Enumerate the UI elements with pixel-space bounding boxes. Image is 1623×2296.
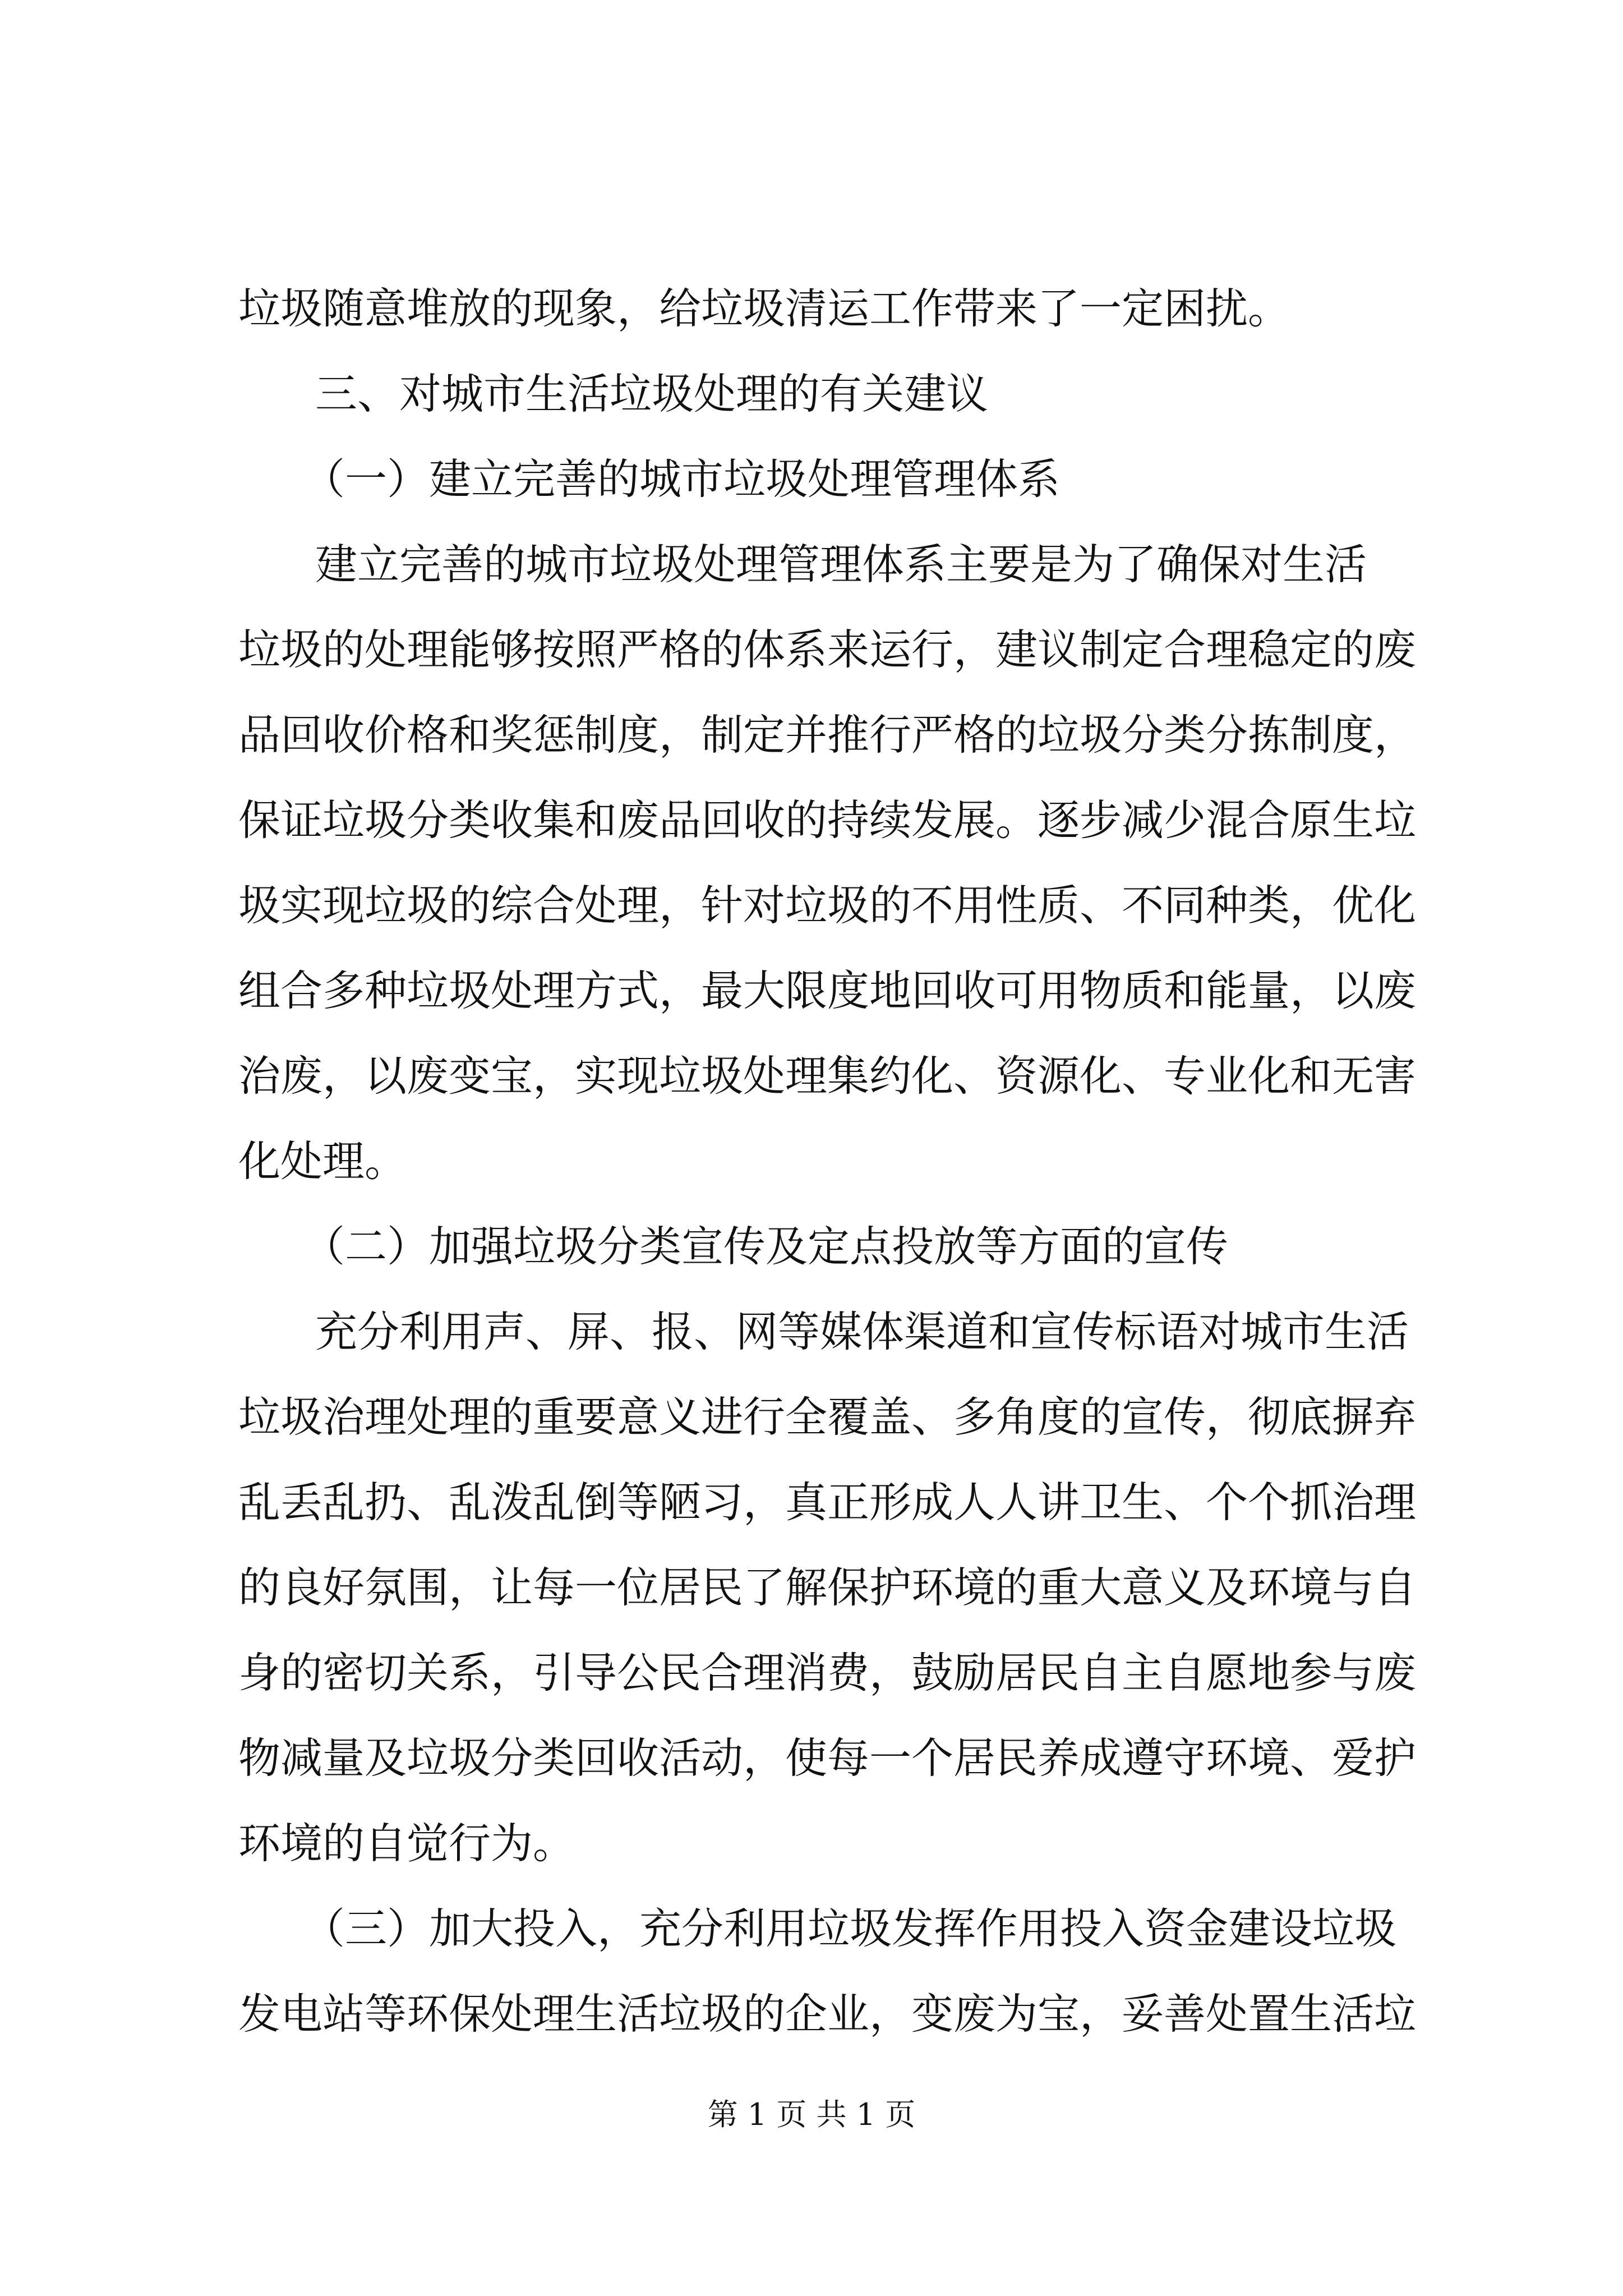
text-line: 身的密切关系，引导公民合理消费，鼓励居民自主自愿地参与废 <box>238 1648 1417 1697</box>
subsection-heading: （一）建立完善的城市垃圾处理管理体系 <box>303 454 1061 504</box>
text-line: 化处理。 <box>238 1137 407 1186</box>
text-line: 保证垃圾分类收集和废品回收的持续发展。逐步减少混合原生垃 <box>238 795 1417 845</box>
text-line: 的良好氛围，让每一位居民了解保护环境的重大意义及环境与自 <box>238 1563 1417 1612</box>
page-footer: 第 1 页 共 1 页 <box>707 2097 916 2132</box>
text-line: 乱丢乱扔、乱泼乱倒等陋习，真正形成人人讲卫生、个个抓治理 <box>238 1478 1417 1527</box>
text-line: 治废，以废变宝，实现垃圾处理集约化、资源化、专业化和无害 <box>238 1051 1417 1101</box>
text-line: 垃圾治理处理的重要意义进行全覆盖、多角度的宣传，彻底摒弃 <box>238 1392 1417 1442</box>
text-line: 发电站等环保处理生活垃圾的企业，变废为宝，妥善处置生活垃 <box>238 1989 1417 2039</box>
text-line: 组合多种垃圾处理方式，最大限度地回收可用物质和能量，以废 <box>238 966 1417 1015</box>
text-line: 品回收价格和奖惩制度，制定并推行严格的垃圾分类分拣制度， <box>238 710 1417 760</box>
text-line: 物减量及垃圾分类回收活动，使每一个居民养成遵守环境、爱护 <box>238 1733 1417 1783</box>
text-line: 垃圾的处理能够按照严格的体系来运行，建议制定合理稳定的废 <box>238 625 1417 674</box>
section-heading: 三、对城市生活垃圾处理的有关建议 <box>315 369 989 418</box>
text-line: 环境的自觉行为。 <box>238 1819 575 1868</box>
subsection-heading: （二）加强垃圾分类宣传及定点投放等方面的宣传 <box>303 1222 1229 1271</box>
text-line: 垃圾随意堆放的现象，给垃圾清运工作带来了一定困扰。 <box>238 284 1290 333</box>
text-line: 圾实现垃圾的综合处理，针对垃圾的不用性质、不同种类，优化 <box>238 881 1417 930</box>
text-line: 充分利用声、屏、报、网等媒体渠道和宣传标语对城市生活 <box>315 1307 1409 1356</box>
subsection-heading: （三）加大投入，充分利用垃圾发挥作用投入资金建设垃圾 <box>303 1904 1397 1953</box>
text-line: 建立完善的城市垃圾处理管理体系主要是为了确保对生活 <box>315 540 1367 589</box>
